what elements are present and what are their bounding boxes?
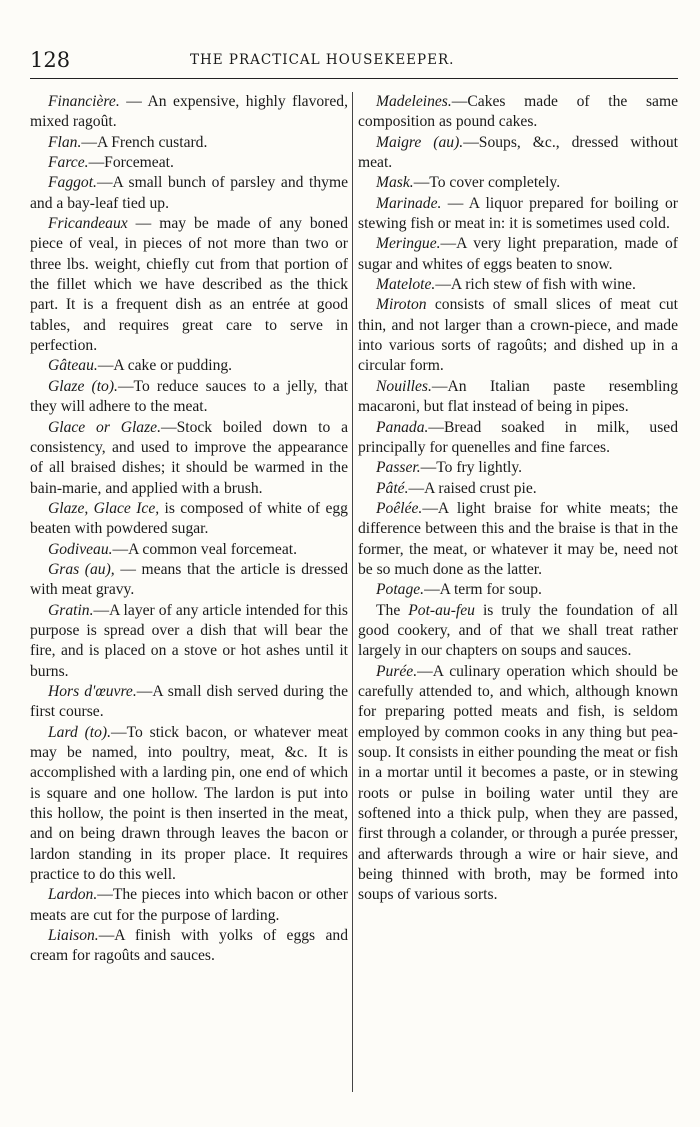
- entry-definition: — may be made of any boned piece of veal, in pieces of not more than two or three lbs. weight, chiefly cut from that portion of the fillet which we have described as the thick part. It is a frequent dish as an entrée at good tables, and requires great care to serve in perfection.: [30, 215, 348, 355]
- entry-definition: —A layer of any article intended for this purpose is spread over a dish that will bear the fire, and is placed on a stove or hot ashes until it burns.: [30, 601, 348, 680]
- entry-term: Pâté.: [376, 479, 409, 497]
- entry-definition: —A French custard.: [81, 133, 208, 151]
- entry-term: Gratin.: [48, 601, 94, 619]
- entry-definition: —Bread soaked in milk, used principally for quenelles and fine farces.: [358, 418, 678, 456]
- entry-definition: —A raised crust pie.: [408, 479, 537, 497]
- entry-term: Purée.: [376, 662, 418, 680]
- entry-term: Fricandeaux: [48, 215, 128, 233]
- entry-term: Marinade.: [376, 194, 442, 212]
- entry-definition: —Soups, &c., dressed without meat.: [358, 133, 678, 172]
- glossary-entry: [30, 173, 348, 214]
- glossary-entry: [358, 275, 678, 295]
- glossary-entry: [30, 723, 348, 886]
- glossary-entry: [358, 479, 678, 499]
- running-title: THE PRACTICAL HOUSEKEEPER.: [190, 52, 455, 68]
- glossary-entry: [358, 234, 678, 275]
- entry-term: Lardon.: [48, 886, 98, 904]
- header-rule: [30, 78, 678, 79]
- glossary-entry: [30, 356, 348, 376]
- entry-definition: —A culinary operation which should be carefully attended to, and which, although known for preparing potted meats and fish, is seldom employed by common cooks in any thing but pea-soup. It consists in either pounding the meat or fish in a mortar until it becomes a paste, or in stewing roots or pulse in boiling water until they are softened into a thick pulp, when they are passed, first through a colander, or through a purée presser, and afterwards through a wire or hair sieve, and being thinned with broth, may be formed into soups of various sorts.: [358, 662, 678, 904]
- entry-definition: is composed of white of egg beaten with powdered sugar.: [30, 499, 348, 538]
- entry-term: Glace or Glaze.: [48, 418, 161, 436]
- entry-term: Glaze, Glace Ice,: [48, 499, 160, 517]
- entry-definition: —A common veal forcemeat.: [112, 540, 297, 558]
- glossary-entry: [358, 194, 678, 235]
- entry-term: Glaze (to).: [48, 377, 118, 395]
- glossary-entry: [30, 153, 348, 173]
- entry-definition: —Forcemeat.: [88, 154, 174, 172]
- entry-term: Financière.: [48, 93, 120, 110]
- entry-definition: —A light braise for white meats; the difference between this and the braise is that in the former, the meat, or whatever it may be, need not be so much done as the latter.: [358, 499, 678, 578]
- entry-term: Maigre (au).: [376, 133, 464, 151]
- entry-definition: —Cakes made of the same composition as pound cakes.: [358, 93, 678, 131]
- glossary-entry: [358, 173, 678, 193]
- glossary-entry: [30, 885, 348, 926]
- entry-definition: —A term for soup.: [424, 581, 542, 599]
- glossary-entry: [358, 601, 678, 662]
- entry-definition: —An Italian paste resembling macaroni, but flat instead of being in pipes.: [358, 377, 678, 416]
- entry-definition: consists of small slices of meat cut thin, and not larger than a crown-piece, and made into various sorts of ragoûts; and dished up in a circular form.: [358, 296, 678, 375]
- glossary-entry: [30, 133, 348, 153]
- glossary-entry: [30, 540, 348, 560]
- glossary-entry: [30, 682, 348, 723]
- entry-term: Pot-au-feu: [408, 601, 475, 619]
- entry-term: Farce.: [48, 154, 89, 172]
- entry-definition: —A cake or pudding.: [97, 357, 233, 375]
- glossary-entry: [358, 580, 678, 600]
- glossary-entry: [358, 133, 678, 174]
- glossary-entry: [358, 458, 678, 478]
- entry-definition: —A very light preparation, made of sugar and whites of eggs beaten to snow.: [358, 235, 678, 273]
- entry-term: Gras (au),: [48, 560, 115, 578]
- entry-term: Passer.: [376, 459, 421, 477]
- entry-term: Lard (to).: [48, 723, 111, 741]
- entry-term: Hors d'œuvre.: [48, 682, 137, 700]
- glossary-entry: [30, 418, 348, 499]
- entry-term: Poêlée.: [376, 499, 423, 517]
- entry-definition: —To reduce sauces to a jelly, that they will adhere to the meat.: [30, 377, 348, 416]
- entry-term: Matelote.: [376, 276, 436, 294]
- entry-lead: The: [376, 601, 409, 619]
- page-header: [30, 40, 678, 74]
- entry-term: Faggot.: [48, 174, 97, 192]
- entry-term: Potage.: [376, 581, 425, 599]
- entry-term: Nouilles.: [376, 377, 432, 395]
- entry-definition: — means that the article is dressed with meat gravy.: [30, 560, 348, 599]
- entry-term: Liaison.: [48, 927, 99, 945]
- glossary-entry: [30, 926, 348, 967]
- glossary-entry: [358, 418, 678, 459]
- glossary-entry: [358, 377, 678, 418]
- right-column: [358, 92, 678, 906]
- entry-term: Godiveau.: [48, 540, 113, 558]
- entry-definition: is truly the foundation of all good cookery, and of that we shall treat rather largely in our chapters on soups and sauces.: [358, 601, 678, 660]
- glossary-entry: [358, 662, 678, 906]
- entry-definition: — A liquor prepared for boiling or stewing fish or meat in: it is sometimes used cold.: [358, 194, 678, 233]
- glossary-entry: [30, 499, 348, 540]
- entry-definition: —To fry lightly.: [420, 459, 523, 477]
- entry-definition: — An expensive, highly flavored, mixed ragoût.: [30, 93, 348, 131]
- entry-definition: —A rich stew of fish with wine.: [435, 276, 636, 294]
- glossary-entry: [30, 601, 348, 682]
- entry-term: Gâteau.: [48, 357, 98, 375]
- glossary-entry: [358, 92, 678, 133]
- left-column: [30, 92, 348, 967]
- glossary-entry: [30, 92, 348, 133]
- glossary-entry: [30, 377, 348, 418]
- entry-term: Flan.: [48, 133, 82, 151]
- entry-term: Panada.: [376, 418, 429, 436]
- entry-term: Mask.: [376, 174, 414, 192]
- glossary-entry: [30, 214, 348, 356]
- entry-definition: —A small bunch of parsley and thyme and a bay-leaf tied up.: [30, 174, 348, 212]
- glossary-entry: [30, 560, 348, 601]
- entry-definition: —The pieces into which bacon or other meats are cut for the purpose of larding.: [30, 886, 348, 924]
- entry-definition: —To stick bacon, or whatever meat may be named, into poultry, meat, &c. It is accomplished with a larding pin, one end of which is square and one hollow. The lardon is put into this hollow, the point is then inserted in the meat, and on being drawn through leaves the bacon or lardon standing in its proper place. It requires practice to do this well.: [30, 723, 348, 884]
- entry-definition: —A small dish served during the first course.: [30, 682, 348, 721]
- page-number: 128: [30, 48, 71, 72]
- entry-definition: —To cover completely.: [413, 174, 561, 192]
- entry-definition: —A finish with yolks of eggs and cream for ragoûts and sauces.: [30, 927, 348, 965]
- column-divider: [352, 92, 353, 1092]
- glossary-entry: [358, 295, 678, 376]
- glossary-entry: [358, 499, 678, 580]
- entry-term: Miroton: [376, 296, 427, 314]
- entry-term: Meringue.: [376, 235, 441, 253]
- entry-term: Madeleines.: [376, 93, 452, 110]
- entry-definition: —Stock boiled down to a consistency, and used to improve the appearance of all braised dishes; it should be warmed in the bain-marie, and applied with a brush.: [30, 418, 348, 497]
